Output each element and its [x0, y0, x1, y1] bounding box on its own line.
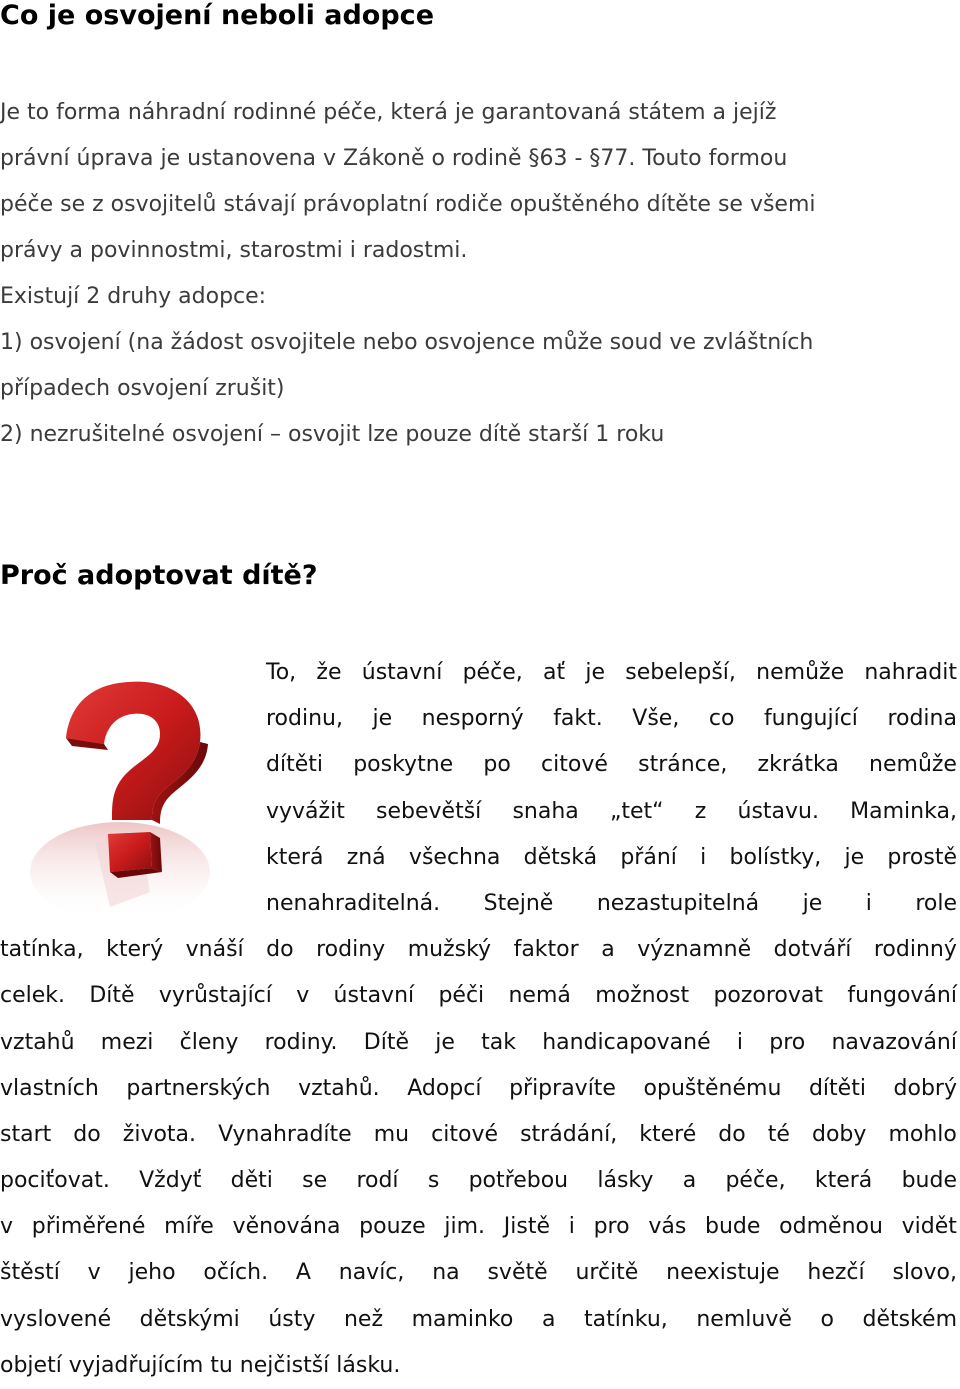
text-line — [0, 973, 957, 1019]
word: nemá — [508, 983, 571, 1009]
word: dětská — [523, 844, 598, 870]
word: Vynahradíte — [218, 1121, 352, 1147]
word: v — [296, 983, 310, 1009]
word: s — [427, 1168, 440, 1194]
word: péče, — [462, 660, 523, 685]
word: děti — [230, 1168, 273, 1194]
word: očích. — [203, 1260, 269, 1286]
word: ústavu. — [737, 798, 819, 824]
word: Vždyť — [139, 1168, 202, 1194]
word: prostě — [887, 844, 957, 870]
word: v — [0, 1214, 14, 1240]
word: opuštěnému — [643, 1075, 782, 1101]
intro-line: Je to forma náhradní rodinné péče, která je garantovaná státem a jejíž — [0, 100, 777, 125]
text-line — [0, 881, 957, 927]
text-line — [0, 1112, 957, 1158]
word: zkrátka — [757, 752, 839, 778]
word: stránce, — [638, 752, 728, 778]
word: vztahů. — [298, 1075, 380, 1101]
word: nahradit — [864, 660, 957, 685]
word: do — [718, 1121, 746, 1147]
word: strádání, — [520, 1121, 618, 1147]
word: je — [372, 706, 393, 732]
word: maminko — [411, 1306, 514, 1332]
intro-line: právy a povinnostmi, starostmi i radostmi. — [0, 238, 468, 263]
word: potřebou — [468, 1168, 569, 1194]
intro-line: případech osvojení zrušit) — [0, 376, 285, 401]
word: pro — [769, 1029, 806, 1055]
word: a — [541, 1306, 556, 1332]
word: i — [568, 1214, 575, 1240]
word: nesporný — [421, 706, 524, 732]
word: vlastních — [0, 1075, 99, 1101]
text-line — [0, 742, 957, 788]
word: sebelepší, — [625, 660, 736, 685]
word: partnerských — [126, 1075, 271, 1101]
word: mohlo — [888, 1121, 957, 1147]
word: než — [343, 1306, 383, 1332]
word: bude — [705, 1214, 761, 1240]
word: významně — [637, 937, 752, 963]
text-line — [0, 1297, 957, 1343]
word: ústavní — [361, 660, 443, 685]
word: se — [302, 1168, 328, 1194]
word: zná — [346, 844, 386, 870]
word: štěstí — [0, 1260, 60, 1286]
word: fungování — [847, 983, 957, 1009]
word: fungující — [763, 706, 858, 732]
word: navíc, — [338, 1260, 405, 1286]
word: doby — [811, 1121, 867, 1147]
word: ať — [542, 660, 566, 685]
word: mu — [373, 1121, 410, 1147]
word: rodiny. — [264, 1029, 338, 1055]
word: je — [802, 890, 823, 916]
section-heading: Proč adoptovat dítě? — [0, 560, 318, 591]
text-line — [0, 1250, 957, 1296]
word: rodinný — [873, 937, 957, 963]
intro-line: právní úprava je ustanovena v Zákoně o rodině §63 - §77. Touto formou — [0, 146, 788, 171]
word: Jistě — [503, 1214, 550, 1240]
word: i — [736, 1029, 744, 1055]
intro-line: péče se z osvojitelů stávají právoplatní rodiče opuštěného dítěte se všemi — [0, 192, 816, 217]
word: který — [106, 937, 164, 963]
word: členy — [179, 1029, 239, 1055]
word: tak — [481, 1029, 516, 1055]
word: přiměřené — [31, 1214, 146, 1240]
word: vás — [648, 1214, 687, 1240]
word: péče, — [725, 1168, 786, 1194]
word: i — [865, 890, 872, 916]
text-line — [0, 1204, 957, 1250]
word: a — [682, 1168, 697, 1194]
word: pro — [593, 1214, 630, 1240]
word: To, — [266, 660, 297, 685]
word: na — [432, 1260, 460, 1286]
word: role — [915, 890, 957, 916]
word: přání — [620, 844, 677, 870]
word: ústy — [268, 1306, 316, 1332]
word: Vše, — [632, 706, 680, 732]
word: a — [601, 937, 615, 963]
word: je — [844, 844, 865, 870]
word: A — [295, 1260, 311, 1286]
word: snaha — [512, 798, 579, 824]
word: start — [0, 1121, 52, 1147]
word: vyvážit — [266, 798, 345, 824]
word: že — [316, 660, 342, 685]
word: která — [814, 1168, 873, 1194]
intro-section — [0, 90, 956, 458]
word: nezastupitelná — [596, 890, 760, 916]
text-line — [0, 1066, 957, 1112]
word: Adopcí — [407, 1075, 482, 1101]
word: odměnou — [779, 1214, 883, 1240]
word: vztahů — [0, 1029, 75, 1055]
word: které — [639, 1121, 697, 1147]
word: nemůže — [869, 752, 957, 778]
word: té — [767, 1121, 790, 1147]
word: tatínka, — [0, 937, 84, 963]
text-line — [0, 1020, 957, 1066]
word: dětském — [862, 1306, 957, 1332]
word: v — [87, 1260, 101, 1286]
word: vidět — [901, 1214, 957, 1240]
word: „tet“ — [609, 798, 664, 824]
word: o — [820, 1306, 834, 1332]
word: Maminka, — [850, 798, 957, 824]
word: lásky — [597, 1168, 654, 1194]
word: ústavní — [333, 983, 415, 1009]
intro-line: 2) nezrušitelné osvojení – osvojit lze pouze dítě starší 1 roku — [0, 422, 665, 447]
word: hezčí — [807, 1260, 865, 1286]
text-line — [0, 650, 957, 696]
text-line — [0, 1158, 957, 1204]
word: mužský — [407, 937, 492, 963]
word: i — [700, 844, 707, 870]
word: bolístky, — [729, 844, 822, 870]
word: která — [266, 844, 324, 870]
word: věnována — [232, 1214, 341, 1240]
word: vyrůstající — [158, 983, 272, 1009]
word: handicapované — [542, 1029, 711, 1055]
word: života. — [122, 1121, 197, 1147]
word: péči — [438, 983, 485, 1009]
word: neexistuje — [666, 1260, 780, 1286]
word: citové — [541, 752, 608, 778]
word: faktor — [513, 937, 579, 963]
word: sebevětší — [376, 798, 482, 824]
text-line — [0, 927, 957, 973]
word: určitě — [575, 1260, 639, 1286]
word: co — [708, 706, 735, 732]
intro-line: Existují 2 druhy adopce: — [0, 284, 267, 309]
word: vnáší — [185, 937, 244, 963]
word: je — [585, 660, 605, 685]
word: Stejně — [483, 890, 554, 916]
word: do — [266, 937, 294, 963]
word: míře — [164, 1214, 214, 1240]
word: rodiny — [316, 937, 386, 963]
word: Dítě — [363, 1029, 409, 1055]
word: připravíte — [509, 1075, 616, 1101]
word: možnost — [595, 983, 690, 1009]
word: fakt. — [553, 706, 603, 732]
text-line — [0, 789, 957, 835]
word: nenahraditelná. — [266, 890, 441, 916]
word: je — [435, 1029, 455, 1055]
word: všechna — [408, 844, 501, 870]
word: dítěti — [266, 752, 323, 778]
word: poskytne — [353, 752, 454, 778]
word: dobrý — [893, 1075, 957, 1101]
word: nemůže — [756, 660, 845, 685]
text-line: objetí vyjadřujícím tu nejčistší lásku. — [0, 1352, 401, 1378]
word: po — [483, 752, 511, 778]
page-title: Co je osvojení neboli adopce — [0, 0, 435, 31]
word: pouze — [359, 1214, 426, 1240]
word: z — [694, 798, 707, 824]
word: světě — [487, 1260, 548, 1286]
word: dotváří — [773, 937, 852, 963]
word: do — [73, 1121, 101, 1147]
text-line — [0, 835, 957, 881]
word: citové — [431, 1121, 499, 1147]
word: rodí — [356, 1168, 399, 1194]
word: celek. — [0, 983, 66, 1009]
word: rodinu, — [266, 706, 343, 732]
word: nemluvě — [696, 1306, 792, 1332]
word: navazování — [831, 1029, 957, 1055]
intro-line: 1) osvojení (na žádost osvojitele nebo osvojence může soud ve zvláštních — [0, 330, 814, 355]
word: dětskými — [139, 1306, 240, 1332]
word: bude — [901, 1168, 957, 1194]
word: Dítě — [89, 983, 135, 1009]
text-line — [0, 696, 957, 742]
word: pozorovat — [713, 983, 824, 1009]
word: slovo, — [892, 1260, 957, 1286]
word: vyslovené — [0, 1306, 112, 1332]
word: rodina — [887, 706, 957, 732]
word: jim. — [444, 1214, 486, 1240]
word: pociťovat. — [0, 1168, 110, 1194]
word: tatínku, — [584, 1306, 668, 1332]
adoption-reasons-section — [0, 650, 957, 1389]
word: dítěti — [808, 1075, 866, 1101]
word: mezi — [100, 1029, 154, 1055]
word: jeho — [128, 1260, 176, 1286]
